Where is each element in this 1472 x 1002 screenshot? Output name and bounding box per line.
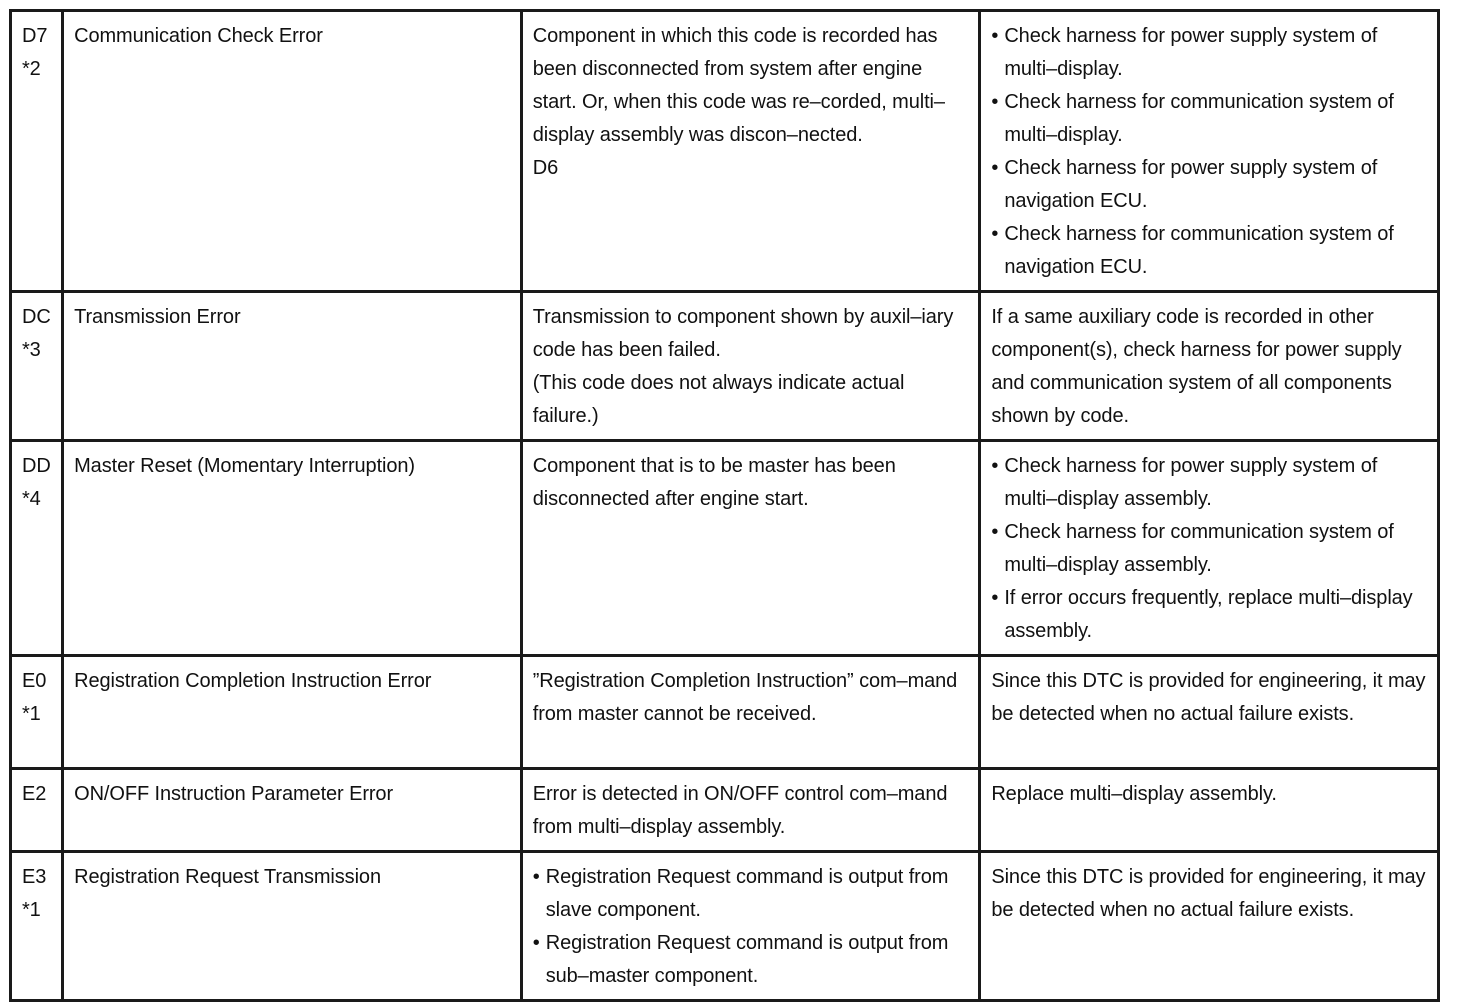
dtc-name: ON/OFF Instruction Parameter Error <box>74 783 394 805</box>
dtc-condition-cell <box>521 11 980 292</box>
dtc-name-cell <box>63 769 522 852</box>
dtc-code: E2 <box>22 783 47 805</box>
action-text: Replace multi–display assembly. <box>991 783 1277 805</box>
table-row <box>11 852 1439 1001</box>
dtc-note: *1 <box>22 899 41 921</box>
dtc-action-cell <box>980 852 1439 1001</box>
dtc-condition-cell <box>521 769 980 852</box>
table-row <box>11 656 1439 769</box>
dtc-name: Registration Completion Instruction Error <box>74 670 432 692</box>
table-row <box>11 769 1439 852</box>
dtc-name: Communication Check Error <box>74 25 323 47</box>
dtc-code: DD <box>22 455 51 477</box>
dtc-condition-cell <box>521 441 980 656</box>
dtc-note: *4 <box>22 488 41 510</box>
dtc-name-cell <box>63 441 522 656</box>
dtc-code: D7 <box>22 25 48 47</box>
dtc-code: E0 <box>22 670 47 692</box>
condition-text: Error is detected in ON/OFF control com–mand from multi–display assembly. <box>532 783 948 838</box>
dtc-note: *3 <box>22 339 41 361</box>
dtc-note: *2 <box>22 58 41 80</box>
action-item: • Check harness for communication system of multi–display assembly. <box>991 516 1427 582</box>
condition-item: • Registration Request command is output from sub–master component. <box>533 927 969 993</box>
condition-text: ”Registration Completion Instruction” com–mand from master cannot be received. <box>532 670 958 725</box>
action-item: • Check harness for communication system of multi–display. <box>991 86 1427 152</box>
action-item: • Check harness for communication system of navigation ECU. <box>991 218 1427 284</box>
action-item: • Check harness for power supply system of multi–display. <box>991 20 1427 86</box>
dtc-name-cell <box>63 292 522 441</box>
dtc-action-cell <box>980 11 1439 292</box>
dtc-code-cell <box>11 441 63 656</box>
action-text: Since this DTC is provided for engineering, it may be detected when no actual failure exists. <box>991 866 1426 921</box>
action-list <box>991 20 1427 284</box>
action-list <box>991 450 1427 648</box>
action-item: • If error occurs frequently, replace multi–display assembly. <box>991 582 1427 648</box>
dtc-note: *1 <box>22 703 41 725</box>
dtc-action-cell <box>980 769 1439 852</box>
action-item: • Check harness for power supply system of multi–display assembly. <box>991 450 1427 516</box>
action-item: • Check harness for power supply system of navigation ECU. <box>991 152 1427 218</box>
dtc-condition-cell <box>521 292 980 441</box>
table-row <box>11 441 1439 656</box>
condition-list <box>533 861 969 993</box>
dtc-name: Registration Request Transmission <box>74 866 381 888</box>
condition-text: Transmission to component shown by auxil–iary code has been failed. <box>532 306 954 361</box>
condition-item: • Registration Request command is output from slave component. <box>533 861 969 927</box>
dtc-name-cell <box>63 656 522 769</box>
dtc-code-cell <box>11 852 63 1001</box>
dtc-condition-cell <box>521 852 980 1001</box>
dtc-name-cell <box>63 852 522 1001</box>
condition-text: Component that is to be master has been disconnected after engine start. <box>532 455 896 510</box>
dtc-name: Master Reset (Momentary Interruption) <box>74 455 415 477</box>
dtc-code-cell <box>11 656 63 769</box>
dtc-code-cell <box>11 292 63 441</box>
dtc-code-cell <box>11 11 63 292</box>
table-row <box>11 292 1439 441</box>
dtc-table <box>9 9 1440 1002</box>
action-text: If a same auxiliary code is recorded in other component(s), check harness for power supply and communication system of all components shown by code. <box>991 306 1402 427</box>
dtc-code: DC <box>22 306 51 328</box>
dtc-action-cell <box>980 441 1439 656</box>
dtc-condition-cell <box>521 656 980 769</box>
dtc-code-cell <box>11 769 63 852</box>
table-row <box>11 11 1439 292</box>
dtc-action-cell <box>980 292 1439 441</box>
condition-text: D6 <box>532 157 559 179</box>
action-text: Since this DTC is provided for engineering, it may be detected when no actual failure exists. <box>991 670 1426 725</box>
dtc-name: Transmission Error <box>74 306 241 328</box>
condition-text: Component in which this code is recorded has been disconnected from system after engine start. Or, when this code was re–corded, multi–display assembly was discon–nected. <box>532 25 945 146</box>
dtc-code: E3 <box>22 866 47 888</box>
condition-text: (This code does not always indicate actual failure.) <box>532 372 905 427</box>
dtc-name-cell <box>63 11 522 292</box>
dtc-action-cell <box>980 656 1439 769</box>
